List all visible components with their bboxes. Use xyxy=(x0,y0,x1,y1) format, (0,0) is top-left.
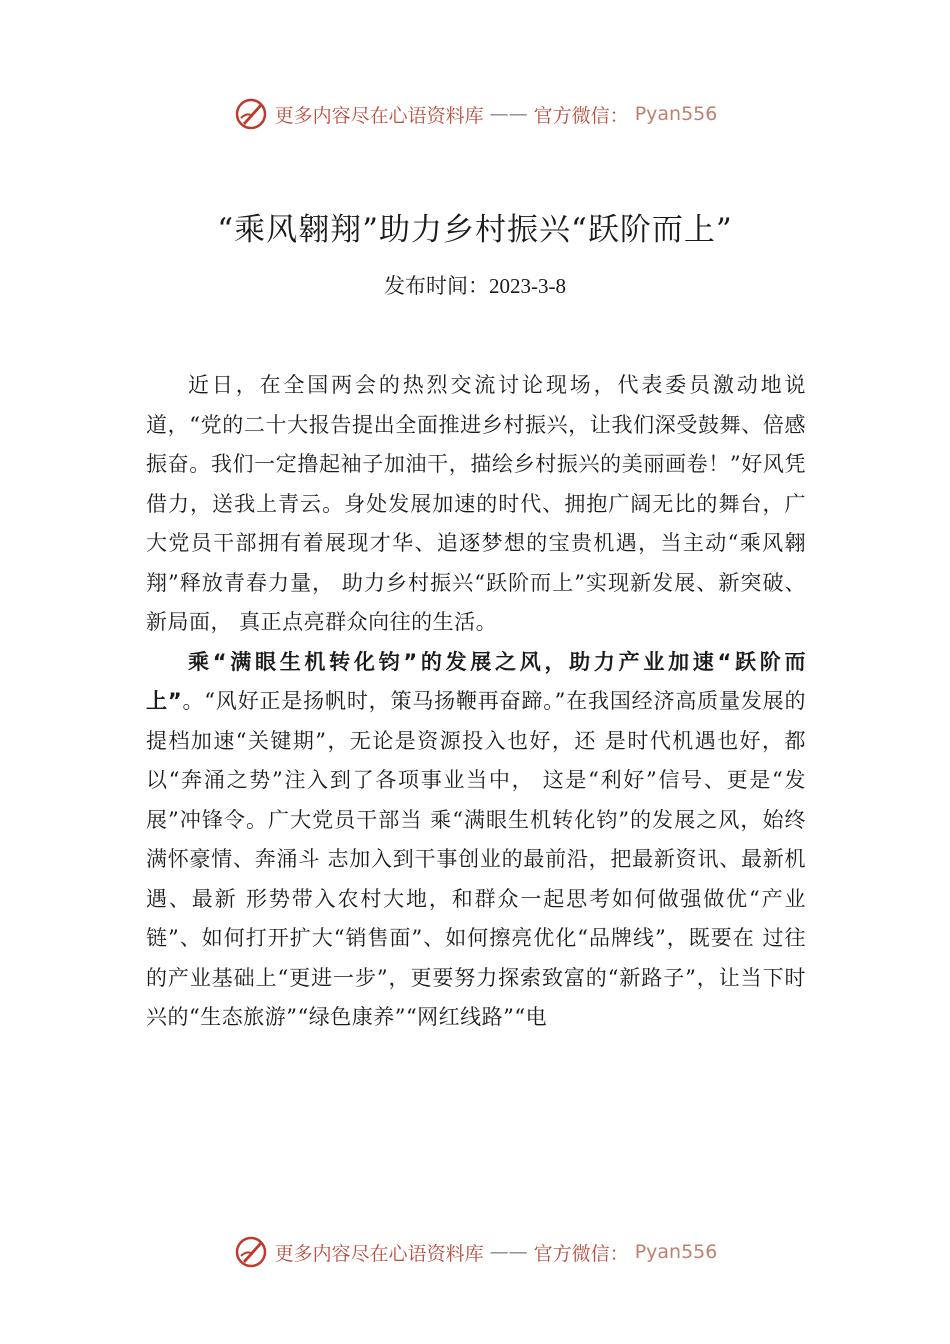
paragraph-1: 近日，在全国两会的热烈交流讨论现场，代表委员激动地说道，“党的二十大报告提出全面推进乡村振兴，让我们深受鼓舞、倍感振奋。我们一定撸起袖子加油干，描绘乡村振兴的美丽画卷！”好风凭借力，送我上青云。身处发展加速的时代、拥抱广阔无比的舞台，广大党员干部拥有着展现才华、追逐梦想的宝贵机遇，当主动“乘风翱翔”释放青春力量， 助力乡村振兴“跃阶而上”实现新发展、新突破、新局面， 真正点亮群众向往的生活。 xyxy=(146,373,806,634)
footer-watermark xyxy=(0,1232,950,1272)
article-body xyxy=(146,366,806,1038)
watermark-separator: —— xyxy=(489,103,528,125)
paragraph-2-lead: 乘“满眼生机转化钧”的发展之风，助力产业加速“跃阶而上” xyxy=(146,649,806,713)
paragraph-2-rest: 。“风好正是扬帆时，策马扬鞭再奋蹄。”在我国经济高质量发展的提档加速“关键期”，无论是资源投入也好，还 是时代机遇也好，都以“奔涌之势”注入到了各项事业当中， 这是“利好”信号、更是“发展”冲锋令。广大党员干部当 乘“满眼生机转化钧”的发展之风，始终满怀豪情、奔涌斗 志加入到干事创业的最前沿，把最新资讯、最新机遇、最新 形势带入农村大地，和群众一起思考如何做强做优“产业链”、如何打开扩大“销售面”、如何擦亮优化“品牌线”，既要在 过往的产业基础上“更进一步”，更要努力探索致富的“新路子”，让当下时兴的“生态旅游”“绿色康养”“网红线路”“电 xyxy=(146,689,806,1029)
watermark-lead: 更多内容尽在心语资料库 xyxy=(274,1242,484,1265)
watermark-handle: Pyan556 xyxy=(634,103,718,125)
publish-date xyxy=(0,270,950,300)
watermark-label: 官方微信： xyxy=(533,104,629,127)
quill-logo-icon xyxy=(233,96,269,132)
article-title: “乘风翱翔”助力乡村振兴“跃阶而上” xyxy=(217,212,733,248)
publish-date-value: 2023-3-8 xyxy=(489,274,566,298)
watermark-handle: Pyan556 xyxy=(634,1241,718,1263)
watermark-label: 官方微信： xyxy=(533,1242,629,1265)
watermark-separator: —— xyxy=(489,1241,528,1263)
watermark-lead: 更多内容尽在心语资料库 xyxy=(274,104,484,127)
publish-date-label: 发布时间： xyxy=(384,274,489,298)
paragraph-2 xyxy=(146,643,806,1038)
header-watermark xyxy=(0,94,950,134)
quill-logo-icon xyxy=(233,1234,269,1270)
